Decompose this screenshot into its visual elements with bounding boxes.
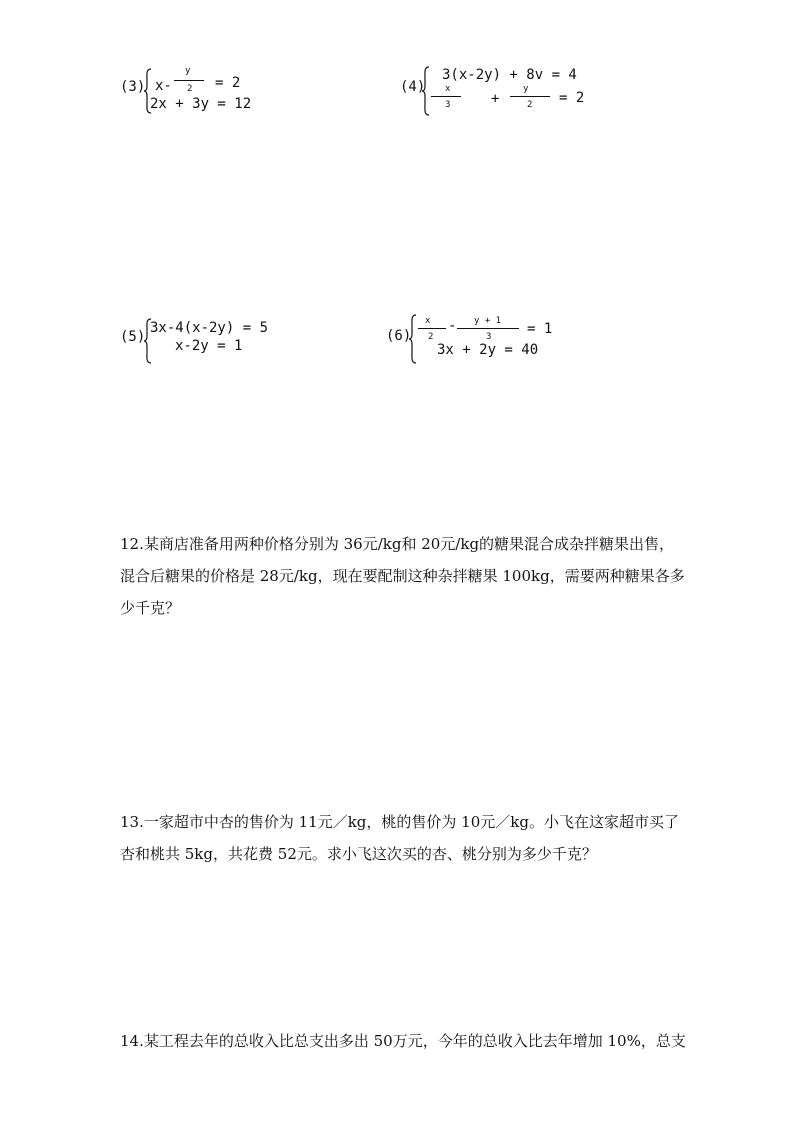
fraction-bar bbox=[457, 328, 519, 329]
equation: 3x + 2y = 40 bbox=[437, 342, 539, 358]
problem-14 bbox=[120, 1025, 720, 1057]
problem-line: 14.某工程去年的总收入比总支出多出 50万元，今年的总收入比去年增加 10%，总支 bbox=[120, 1032, 686, 1050]
problem-line: 混合后糖果的价格是 28元/kg，现在要配制这种杂拌糖果 100kg，需要两种糖果各多 bbox=[120, 567, 685, 585]
equation-part: = 2 bbox=[215, 75, 241, 91]
fraction-bar bbox=[510, 96, 550, 97]
problem-line: 杏和桃共 5kg，共花费 52元。求小飞这次买的杏、桃分别为多少千克？ bbox=[120, 845, 597, 863]
fraction-denominator: 2 bbox=[428, 332, 434, 342]
plus-sign: + bbox=[491, 91, 500, 107]
fraction-denominator: 3 bbox=[445, 100, 451, 110]
system-label: (6) bbox=[386, 328, 412, 344]
left-brace-icon bbox=[421, 66, 431, 116]
system-label: (5) bbox=[120, 329, 146, 345]
equation: 3(x-2y) + 8v = 4 bbox=[442, 67, 577, 83]
fraction-bar bbox=[418, 328, 446, 329]
equation: x-2y = 1 bbox=[175, 338, 243, 354]
problem-line: 13.一家超市中杏的售价为 11元／kg，桃的售价为 10元／kg。小飞在这家超市买了 bbox=[120, 813, 679, 831]
problem-line: 少千克？ bbox=[120, 599, 181, 617]
fraction-denominator: 3 bbox=[486, 332, 492, 342]
left-brace-icon bbox=[408, 314, 418, 364]
fraction-numerator: x bbox=[425, 316, 431, 326]
fraction-numerator: y bbox=[185, 66, 191, 76]
equation: 2x + 3y = 12 bbox=[150, 96, 252, 112]
fraction-bar bbox=[431, 96, 461, 97]
system-label: (4) bbox=[400, 79, 426, 95]
fraction-denominator: 2 bbox=[527, 100, 533, 110]
equation: 3x-4(x-2y) = 5 bbox=[150, 320, 269, 336]
fraction-numerator: x bbox=[445, 84, 451, 94]
fraction-bar bbox=[174, 80, 204, 81]
problem-line: 12.某商店准备用两种价格分别为 36元/kg和 20元/kg的糖果混合成杂拌糖果出售， bbox=[120, 535, 675, 553]
minus-sign: - bbox=[448, 318, 457, 334]
fraction-numerator: y + 1 bbox=[474, 316, 502, 326]
equation-part: = 1 bbox=[527, 321, 553, 337]
system-label: (3) bbox=[120, 79, 146, 95]
fraction-denominator: 2 bbox=[187, 84, 193, 94]
equation-part: = 2 bbox=[559, 90, 585, 106]
problem-13 bbox=[120, 806, 720, 870]
problem-12 bbox=[120, 528, 720, 624]
equation-part: x- bbox=[155, 78, 172, 94]
fraction-numerator: y bbox=[523, 84, 529, 94]
